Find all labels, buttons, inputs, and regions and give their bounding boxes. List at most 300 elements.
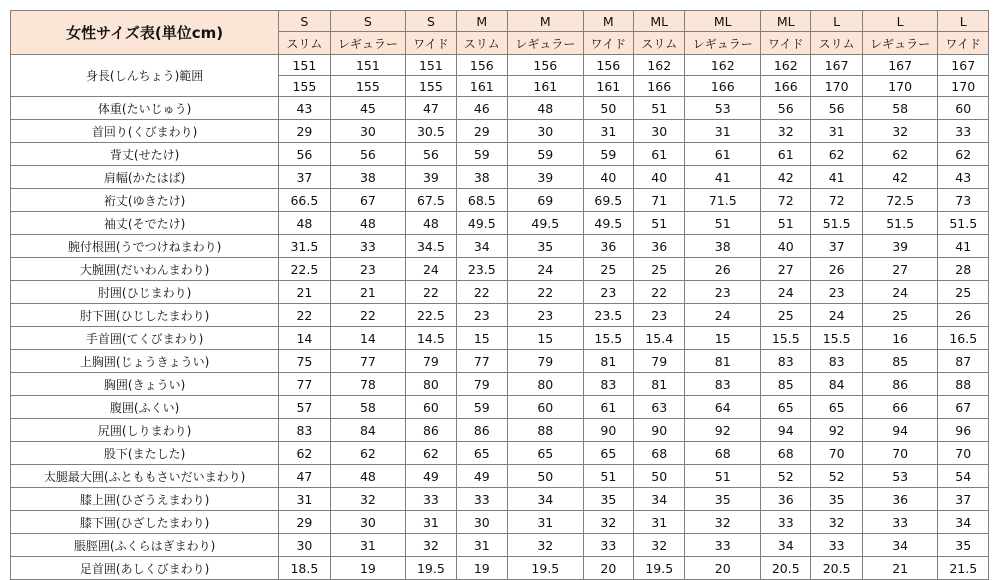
value-cell: 18.5 xyxy=(279,557,330,580)
value-cell: 30 xyxy=(508,120,584,143)
table-row xyxy=(11,212,989,235)
value-cell: 22 xyxy=(508,281,584,304)
value-cell: 35 xyxy=(508,235,584,258)
row-label: 股下(またした) xyxy=(11,442,279,465)
height-min-cell: 162 xyxy=(761,55,811,76)
value-cell: 35 xyxy=(811,488,862,511)
fit-header: レギュラー xyxy=(685,32,761,55)
table-row xyxy=(11,304,989,327)
value-cell: 58 xyxy=(862,97,938,120)
value-cell: 21 xyxy=(279,281,330,304)
value-cell: 51 xyxy=(685,212,761,235)
value-cell: 15.4 xyxy=(634,327,685,350)
value-cell: 41 xyxy=(938,235,989,258)
value-cell: 33 xyxy=(811,534,862,557)
value-cell: 68 xyxy=(685,442,761,465)
fit-header: ワイド xyxy=(938,32,989,55)
value-cell: 19 xyxy=(330,557,406,580)
size-header: ML xyxy=(634,11,685,32)
value-cell: 32 xyxy=(685,511,761,534)
value-cell: 22 xyxy=(406,281,456,304)
value-cell: 32 xyxy=(634,534,685,557)
row-label: 腹囲(ふくい) xyxy=(11,396,279,419)
table-title: 女性サイズ表(単位cm) xyxy=(11,11,279,55)
value-cell: 30 xyxy=(330,511,406,534)
size-header: L xyxy=(811,11,862,32)
value-cell: 80 xyxy=(406,373,456,396)
value-cell: 30 xyxy=(456,511,507,534)
value-cell: 34 xyxy=(508,488,584,511)
value-cell: 72.5 xyxy=(862,189,938,212)
value-cell: 51.5 xyxy=(811,212,862,235)
value-cell: 85 xyxy=(862,350,938,373)
value-cell: 65 xyxy=(811,396,862,419)
value-cell: 83 xyxy=(685,373,761,396)
value-cell: 28 xyxy=(938,258,989,281)
table-row xyxy=(11,488,989,511)
value-cell: 33 xyxy=(685,534,761,557)
value-cell: 19.5 xyxy=(634,557,685,580)
value-cell: 33 xyxy=(406,488,456,511)
size-header: L xyxy=(862,11,938,32)
height-max-cell: 170 xyxy=(862,76,938,97)
value-cell: 83 xyxy=(583,373,633,396)
row-label: 肘囲(ひじまわり) xyxy=(11,281,279,304)
value-cell: 15 xyxy=(685,327,761,350)
value-cell: 26 xyxy=(685,258,761,281)
value-cell: 53 xyxy=(685,97,761,120)
height-max-cell: 161 xyxy=(508,76,584,97)
value-cell: 86 xyxy=(456,419,507,442)
value-cell: 30 xyxy=(330,120,406,143)
value-cell: 31 xyxy=(508,511,584,534)
value-cell: 43 xyxy=(279,97,330,120)
value-cell: 51.5 xyxy=(938,212,989,235)
table-row xyxy=(11,120,989,143)
value-cell: 71 xyxy=(634,189,685,212)
size-header: S xyxy=(330,11,406,32)
value-cell: 49.5 xyxy=(508,212,584,235)
value-cell: 58 xyxy=(330,396,406,419)
value-cell: 68 xyxy=(634,442,685,465)
value-cell: 72 xyxy=(761,189,811,212)
value-cell: 31 xyxy=(685,120,761,143)
value-cell: 30.5 xyxy=(406,120,456,143)
height-max-cell: 166 xyxy=(685,76,761,97)
value-cell: 72 xyxy=(811,189,862,212)
height-min-cell: 151 xyxy=(279,55,330,76)
value-cell: 43 xyxy=(938,166,989,189)
value-cell: 24 xyxy=(508,258,584,281)
value-cell: 46 xyxy=(456,97,507,120)
value-cell: 68 xyxy=(761,442,811,465)
value-cell: 92 xyxy=(685,419,761,442)
row-label: 脹脛囲(ふくらはぎまわり) xyxy=(11,534,279,557)
value-cell: 92 xyxy=(811,419,862,442)
value-cell: 20 xyxy=(685,557,761,580)
value-cell: 22 xyxy=(330,304,406,327)
value-cell: 15.5 xyxy=(761,327,811,350)
table-row xyxy=(11,465,989,488)
value-cell: 34 xyxy=(761,534,811,557)
value-cell: 67 xyxy=(330,189,406,212)
value-cell: 24 xyxy=(761,281,811,304)
value-cell: 45 xyxy=(330,97,406,120)
value-cell: 81 xyxy=(583,350,633,373)
height-min-cell: 151 xyxy=(406,55,456,76)
value-cell: 39 xyxy=(508,166,584,189)
value-cell: 36 xyxy=(634,235,685,258)
value-cell: 79 xyxy=(406,350,456,373)
value-cell: 26 xyxy=(938,304,989,327)
value-cell: 51 xyxy=(634,212,685,235)
value-cell: 22.5 xyxy=(406,304,456,327)
value-cell: 25 xyxy=(862,304,938,327)
value-cell: 70 xyxy=(938,442,989,465)
value-cell: 65 xyxy=(508,442,584,465)
table-row xyxy=(11,258,989,281)
value-cell: 70 xyxy=(811,442,862,465)
height-min-cell: 156 xyxy=(508,55,584,76)
value-cell: 56 xyxy=(811,97,862,120)
value-cell: 48 xyxy=(508,97,584,120)
value-cell: 47 xyxy=(406,97,456,120)
value-cell: 60 xyxy=(508,396,584,419)
value-cell: 27 xyxy=(761,258,811,281)
row-label: 肩幅(かたはば) xyxy=(11,166,279,189)
value-cell: 31 xyxy=(634,511,685,534)
value-cell: 80 xyxy=(508,373,584,396)
row-label: 体重(たいじゅう) xyxy=(11,97,279,120)
fit-header: スリム xyxy=(279,32,330,55)
value-cell: 31 xyxy=(279,488,330,511)
value-cell: 33 xyxy=(761,511,811,534)
value-cell: 51.5 xyxy=(862,212,938,235)
value-cell: 59 xyxy=(456,143,507,166)
size-table xyxy=(10,10,989,580)
value-cell: 33 xyxy=(938,120,989,143)
value-cell: 51 xyxy=(685,465,761,488)
height-max-cell: 166 xyxy=(634,76,685,97)
value-cell: 29 xyxy=(279,120,330,143)
value-cell: 15 xyxy=(508,327,584,350)
fit-header: スリム xyxy=(456,32,507,55)
value-cell: 31 xyxy=(583,120,633,143)
value-cell: 78 xyxy=(330,373,406,396)
table-row xyxy=(11,396,989,419)
value-cell: 23 xyxy=(811,281,862,304)
value-cell: 31 xyxy=(406,511,456,534)
size-header: M xyxy=(508,11,584,32)
value-cell: 94 xyxy=(761,419,811,442)
fit-header: レギュラー xyxy=(330,32,406,55)
size-header: S xyxy=(406,11,456,32)
value-cell: 64 xyxy=(685,396,761,419)
table-row xyxy=(11,143,989,166)
height-min-cell: 167 xyxy=(811,55,862,76)
size-header: M xyxy=(583,11,633,32)
value-cell: 22 xyxy=(279,304,330,327)
value-cell: 94 xyxy=(862,419,938,442)
value-cell: 25 xyxy=(583,258,633,281)
value-cell: 50 xyxy=(634,465,685,488)
value-cell: 23.5 xyxy=(583,304,633,327)
value-cell: 79 xyxy=(634,350,685,373)
height-max-cell: 155 xyxy=(330,76,406,97)
value-cell: 37 xyxy=(938,488,989,511)
value-cell: 15 xyxy=(456,327,507,350)
value-cell: 77 xyxy=(456,350,507,373)
value-cell: 29 xyxy=(279,511,330,534)
value-cell: 59 xyxy=(508,143,584,166)
value-cell: 37 xyxy=(811,235,862,258)
value-cell: 31.5 xyxy=(279,235,330,258)
table-row xyxy=(11,373,989,396)
value-cell: 48 xyxy=(330,212,406,235)
value-cell: 19 xyxy=(456,557,507,580)
value-cell: 69.5 xyxy=(583,189,633,212)
value-cell: 39 xyxy=(406,166,456,189)
value-cell: 87 xyxy=(938,350,989,373)
height-max-cell: 161 xyxy=(456,76,507,97)
value-cell: 48 xyxy=(330,465,406,488)
row-label: 裄丈(ゆきたけ) xyxy=(11,189,279,212)
value-cell: 21.5 xyxy=(938,557,989,580)
value-cell: 31 xyxy=(330,534,406,557)
value-cell: 23 xyxy=(330,258,406,281)
row-label: 足首囲(あしくびまわり) xyxy=(11,557,279,580)
value-cell: 20.5 xyxy=(761,557,811,580)
value-cell: 37 xyxy=(279,166,330,189)
value-cell: 61 xyxy=(761,143,811,166)
value-cell: 21 xyxy=(330,281,406,304)
value-cell: 36 xyxy=(761,488,811,511)
value-cell: 48 xyxy=(406,212,456,235)
height-min-cell: 156 xyxy=(456,55,507,76)
value-cell: 24 xyxy=(406,258,456,281)
value-cell: 52 xyxy=(811,465,862,488)
value-cell: 22 xyxy=(634,281,685,304)
value-cell: 83 xyxy=(761,350,811,373)
value-cell: 23 xyxy=(508,304,584,327)
table-row xyxy=(11,511,989,534)
value-cell: 19.5 xyxy=(508,557,584,580)
row-label: 上胸囲(じょうきょうい) xyxy=(11,350,279,373)
row-label: 尻囲(しりまわり) xyxy=(11,419,279,442)
value-cell: 56 xyxy=(330,143,406,166)
row-label: 首回り(くびまわり) xyxy=(11,120,279,143)
height-max-cell: 155 xyxy=(279,76,330,97)
size-table-container xyxy=(10,10,989,576)
value-cell: 88 xyxy=(938,373,989,396)
row-label: 腕付根囲(うでつけねまわり) xyxy=(11,235,279,258)
value-cell: 20.5 xyxy=(811,557,862,580)
value-cell: 38 xyxy=(330,166,406,189)
value-cell: 67.5 xyxy=(406,189,456,212)
value-cell: 33 xyxy=(583,534,633,557)
height-min-cell: 156 xyxy=(583,55,633,76)
value-cell: 16.5 xyxy=(938,327,989,350)
size-header: M xyxy=(456,11,507,32)
value-cell: 84 xyxy=(811,373,862,396)
height-min-cell: 167 xyxy=(938,55,989,76)
height-max-cell: 170 xyxy=(938,76,989,97)
value-cell: 14.5 xyxy=(406,327,456,350)
value-cell: 22 xyxy=(456,281,507,304)
row-label: 太腿最大囲(ふとももさいだいまわり) xyxy=(11,465,279,488)
value-cell: 23 xyxy=(685,281,761,304)
value-cell: 70 xyxy=(862,442,938,465)
table-row xyxy=(11,442,989,465)
value-cell: 30 xyxy=(279,534,330,557)
value-cell: 39 xyxy=(862,235,938,258)
value-cell: 26 xyxy=(811,258,862,281)
height-min-cell: 162 xyxy=(685,55,761,76)
table-row xyxy=(11,281,989,304)
value-cell: 96 xyxy=(938,419,989,442)
value-cell: 77 xyxy=(279,373,330,396)
value-cell: 30 xyxy=(634,120,685,143)
value-cell: 32 xyxy=(508,534,584,557)
value-cell: 71.5 xyxy=(685,189,761,212)
value-cell: 25 xyxy=(761,304,811,327)
size-header: S xyxy=(279,11,330,32)
value-cell: 34 xyxy=(456,235,507,258)
value-cell: 42 xyxy=(761,166,811,189)
value-cell: 23 xyxy=(456,304,507,327)
value-cell: 59 xyxy=(583,143,633,166)
value-cell: 86 xyxy=(862,373,938,396)
value-cell: 83 xyxy=(279,419,330,442)
value-cell: 34 xyxy=(938,511,989,534)
value-cell: 75 xyxy=(279,350,330,373)
value-cell: 27 xyxy=(862,258,938,281)
table-row xyxy=(11,419,989,442)
value-cell: 41 xyxy=(811,166,862,189)
value-cell: 81 xyxy=(685,350,761,373)
height-max-cell: 166 xyxy=(761,76,811,97)
value-cell: 21 xyxy=(862,557,938,580)
table-row xyxy=(11,97,989,120)
value-cell: 32 xyxy=(583,511,633,534)
value-cell: 66 xyxy=(862,396,938,419)
value-cell: 54 xyxy=(938,465,989,488)
table-row xyxy=(11,350,989,373)
fit-header: ワイド xyxy=(583,32,633,55)
value-cell: 62 xyxy=(279,442,330,465)
value-cell: 90 xyxy=(634,419,685,442)
fit-header: ワイド xyxy=(761,32,811,55)
value-cell: 38 xyxy=(685,235,761,258)
value-cell: 61 xyxy=(634,143,685,166)
fit-header: スリム xyxy=(634,32,685,55)
value-cell: 16 xyxy=(862,327,938,350)
value-cell: 19.5 xyxy=(406,557,456,580)
value-cell: 36 xyxy=(862,488,938,511)
value-cell: 48 xyxy=(279,212,330,235)
value-cell: 79 xyxy=(508,350,584,373)
value-cell: 49.5 xyxy=(583,212,633,235)
value-cell: 52 xyxy=(761,465,811,488)
value-cell: 32 xyxy=(811,511,862,534)
value-cell: 40 xyxy=(761,235,811,258)
fit-header: スリム xyxy=(811,32,862,55)
row-label: 背丈(せたけ) xyxy=(11,143,279,166)
value-cell: 61 xyxy=(583,396,633,419)
value-cell: 51 xyxy=(634,97,685,120)
row-label: 大腕囲(だいわんまわり) xyxy=(11,258,279,281)
value-cell: 32 xyxy=(761,120,811,143)
size-header: ML xyxy=(685,11,761,32)
value-cell: 86 xyxy=(406,419,456,442)
value-cell: 23 xyxy=(634,304,685,327)
height-min-cell: 162 xyxy=(634,55,685,76)
size-header: ML xyxy=(761,11,811,32)
value-cell: 25 xyxy=(938,281,989,304)
value-cell: 56 xyxy=(761,97,811,120)
value-cell: 62 xyxy=(406,442,456,465)
value-cell: 32 xyxy=(406,534,456,557)
value-cell: 24 xyxy=(685,304,761,327)
value-cell: 22.5 xyxy=(279,258,330,281)
value-cell: 29 xyxy=(456,120,507,143)
value-cell: 63 xyxy=(634,396,685,419)
value-cell: 84 xyxy=(330,419,406,442)
value-cell: 23 xyxy=(583,281,633,304)
value-cell: 60 xyxy=(938,97,989,120)
value-cell: 60 xyxy=(406,396,456,419)
value-cell: 62 xyxy=(330,442,406,465)
value-cell: 14 xyxy=(330,327,406,350)
row-label: 膝上囲(ひざうえまわり) xyxy=(11,488,279,511)
value-cell: 69 xyxy=(508,189,584,212)
table-row xyxy=(11,166,989,189)
value-cell: 49 xyxy=(456,465,507,488)
row-label: 手首囲(てくびまわり) xyxy=(11,327,279,350)
value-cell: 49.5 xyxy=(456,212,507,235)
value-cell: 35 xyxy=(685,488,761,511)
value-cell: 79 xyxy=(456,373,507,396)
fit-header: レギュラー xyxy=(862,32,938,55)
value-cell: 56 xyxy=(406,143,456,166)
value-cell: 50 xyxy=(508,465,584,488)
value-cell: 56 xyxy=(279,143,330,166)
row-label: 肘下囲(ひじしたまわり) xyxy=(11,304,279,327)
height-max-cell: 170 xyxy=(811,76,862,97)
value-cell: 24 xyxy=(862,281,938,304)
value-cell: 73 xyxy=(938,189,989,212)
value-cell: 34 xyxy=(862,534,938,557)
value-cell: 40 xyxy=(583,166,633,189)
size-header: L xyxy=(938,11,989,32)
value-cell: 67 xyxy=(938,396,989,419)
value-cell: 34 xyxy=(634,488,685,511)
table-row xyxy=(11,235,989,258)
value-cell: 51 xyxy=(583,465,633,488)
value-cell: 35 xyxy=(938,534,989,557)
value-cell: 33 xyxy=(330,235,406,258)
value-cell: 41 xyxy=(685,166,761,189)
height-max-cell: 155 xyxy=(406,76,456,97)
value-cell: 90 xyxy=(583,419,633,442)
value-cell: 59 xyxy=(456,396,507,419)
fit-header: ワイド xyxy=(406,32,456,55)
fit-header: レギュラー xyxy=(508,32,584,55)
value-cell: 62 xyxy=(938,143,989,166)
table-row xyxy=(11,327,989,350)
table-row xyxy=(11,534,989,557)
value-cell: 32 xyxy=(862,120,938,143)
